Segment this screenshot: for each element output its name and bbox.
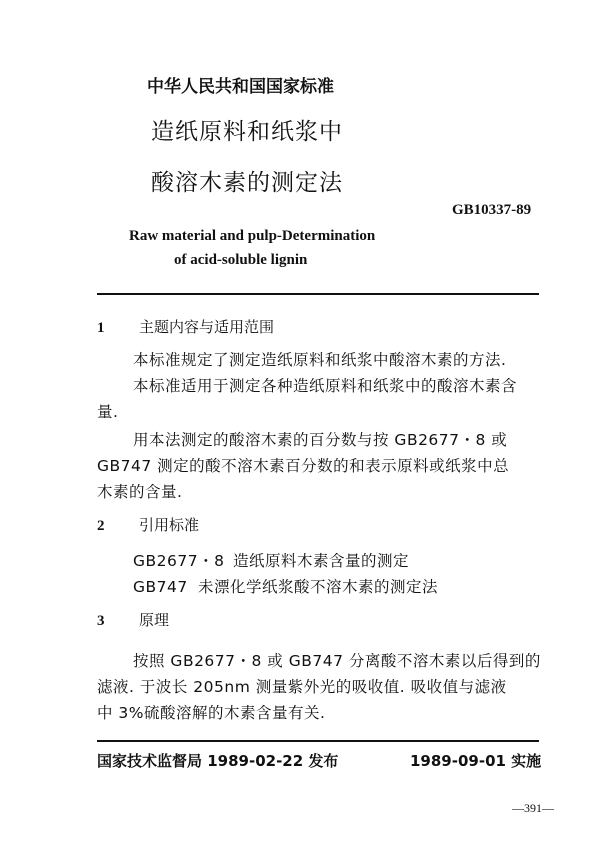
section-1-heading <box>97 316 274 337</box>
section-3-heading <box>97 609 169 630</box>
title-line-2: 酸溶木素的测定法 <box>151 170 343 196</box>
paragraph-line: 本标准规定了测定造纸原料和纸浆中酸溶木素的方法. <box>133 351 507 369</box>
issued-date: 国家技术监督局 1989-02-22 发布 <box>97 752 339 770</box>
section-2-heading <box>97 514 199 535</box>
english-title-2: of acid-soluble lignin <box>174 252 308 268</box>
ref-name: 未漂化学纸浆酸不溶木素的测定法 <box>198 578 439 596</box>
paragraph-line: 滤液. 于波长 205nm 测量紫外光的吸收值. 吸收值与滤液 <box>97 678 507 696</box>
effective-date: 1989-09-01 实施 <box>410 752 542 770</box>
issuer: 中华人民共和国国家标准 <box>147 77 334 97</box>
top-rule <box>97 293 539 295</box>
bottom-rule <box>97 740 539 742</box>
section-number: 3 <box>97 613 105 629</box>
paragraph-line: 木素的含量. <box>97 483 183 501</box>
paragraph-line: 中 3%硫酸溶解的木素含量有关. <box>97 704 326 722</box>
section-title: 引用标准 <box>139 516 200 534</box>
paragraph-line: 按照 GB2677・8 或 GB747 分离酸不溶木素以后得到的 <box>133 652 541 670</box>
standard-code: GB10337-89 <box>452 202 532 218</box>
ref-code: GB747 <box>133 578 188 596</box>
reference-item <box>133 575 438 597</box>
title-line-1: 造纸原料和纸浆中 <box>151 119 343 145</box>
section-title: 主题内容与适用范围 <box>139 318 275 336</box>
paragraph-line: 量. <box>97 403 119 421</box>
english-title-1: Raw material and pulp-Determination <box>129 228 376 244</box>
page-number: —391— <box>512 801 554 815</box>
section-title: 原理 <box>139 611 170 629</box>
reference-item <box>133 549 409 571</box>
paragraph-line: 本标准适用于测定各种造纸原料和纸浆中的酸溶木素含 <box>133 377 518 395</box>
paragraph-line: 用本法测定的酸溶木素的百分数与按 GB2677・8 或 <box>133 431 508 449</box>
ref-name: 造纸原料木素含量的测定 <box>233 552 410 570</box>
ref-code: GB2677・8 <box>133 552 225 570</box>
paragraph-line: GB747 测定的酸不溶木素百分数的和表示原料或纸浆中总 <box>97 457 510 475</box>
section-number: 1 <box>97 320 105 336</box>
section-number: 2 <box>97 518 105 534</box>
